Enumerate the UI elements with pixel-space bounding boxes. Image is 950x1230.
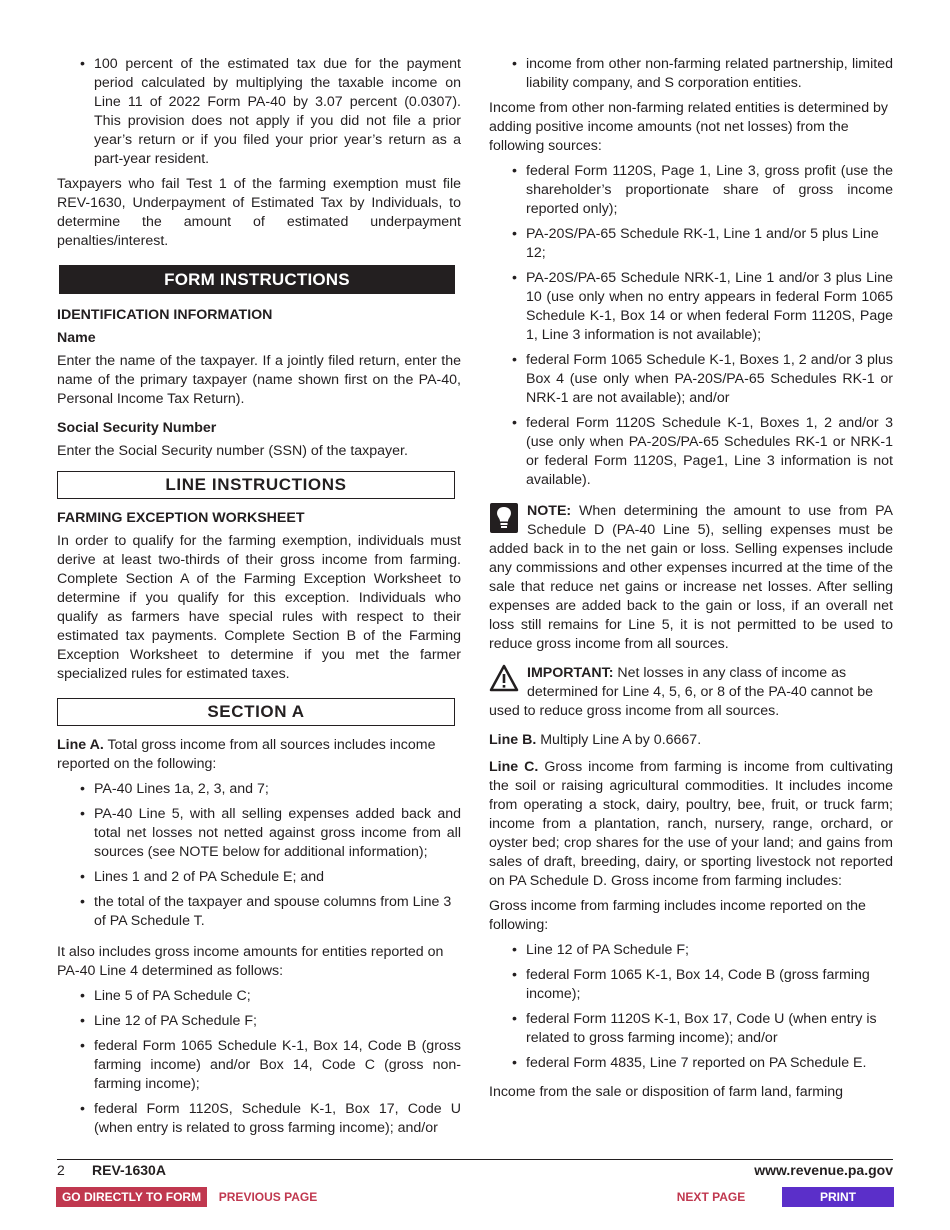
line-a-list	[57, 780, 461, 931]
farming-worksheet-text: In order to qualify for the farming exemption, individuals must derive at least two-thirds of their gross income from farming. Complete Section A of the Farming Exception Worksheet to determine if you qualify for this exception. Individuals who qualify as farmers have special rules with respect to their estimated tax payments. Complete Section B of the Farming Exception Worksheet to determine if you met the farmer specialized rules for estimated taxes.	[57, 533, 461, 682]
list-item: • Line 5 of PA Schedule C;	[57, 987, 461, 1006]
warning-icon	[489, 664, 523, 700]
next-page-button[interactable]: NEXT PAGE	[676, 1190, 746, 1204]
list-item: • Lines 1 and 2 of PA Schedule E; and	[57, 868, 461, 887]
previous-page-button[interactable]: PREVIOUS PAGE	[218, 1190, 318, 1204]
entities-list	[57, 987, 461, 1138]
list-item: • federal Form 1065 K-1, Box 14, Code B (gross farming income);	[489, 966, 893, 1004]
identification-heading: IDENTIFICATION INFORMATION	[57, 307, 273, 323]
list-item: • PA-40 Lines 1a, 2, 3, and 7;	[57, 780, 461, 799]
form-number: REV-1630A	[92, 1162, 166, 1178]
line-a-label: Line A.	[57, 737, 104, 753]
list-item: • PA-20S/PA-65 Schedule NRK-1, Line 1 and/or 3 plus Line 10 (use only when no entry appears in federal Form 1065 Schedule K-1, Box 14 or when federal Form 1120S, Page 1, Line 3 information is not available);	[489, 269, 893, 345]
important-paragraph	[489, 664, 893, 721]
list-item: • the total of the taxpayer and spouse columns from Line 3 of PA Schedule T.	[57, 893, 461, 931]
list-item: • income from other non-farming related partnership, limited liability company, and S corporation entities.	[489, 55, 893, 93]
list-item: • federal Form 1120S Schedule K-1, Boxes 1, 2 and/or 3 (use only when PA-20S/PA-65 Schedules RK-1 or NRK-1 or federal Form 1120S, Page1, Line 3 information is not available).	[489, 414, 893, 490]
ssn-heading: Social Security Number	[57, 420, 217, 436]
nonfarm-list	[489, 162, 893, 490]
list-item: • federal Form 1065 Schedule K-1, Boxes 1, 2 and/or 3 plus Box 4 (use only when PA-20S/PA-65 Schedules RK-1 or NRK-1 are not available); and/or	[489, 351, 893, 408]
go-to-form-button[interactable]: GO DIRECTLY TO FORM	[56, 1187, 207, 1207]
line-c-text: Gross income from farming is income from cultivating the soil or raising agricultural commodities. It includes income from operating a stock, dairy, poultry, bee, fruit, or truck farm; income from a plantation, ranch, nursery, range, orchard, or oyster bed; crop shares for the use of your land; and gains from sales of draft, breeding, dairy, or sporting livestock not reported on PA Schedule D. Gross income from farming includes:	[489, 759, 893, 889]
note-label: NOTE:	[527, 503, 572, 519]
line-a-paragraph	[57, 736, 461, 774]
list-item: • Line 12 of PA Schedule F;	[489, 941, 893, 960]
top-bullet-list	[489, 55, 893, 93]
list-item: • PA-40 Line 5, with all selling expenses added back and total net losses not netted against gross income from all sources (see NOTE below for additional information);	[57, 805, 461, 862]
form-instructions-heading: FORM INSTRUCTIONS	[59, 265, 455, 294]
section-a-heading: SECTION A	[57, 698, 455, 726]
line-b-paragraph	[489, 731, 893, 750]
list-item: • PA-20S/PA-65 Schedule RK-1, Line 1 and/or 5 plus Line 12;	[489, 225, 893, 263]
list-item: • federal Form 4835, Line 7 reported on PA Schedule E.	[489, 1054, 893, 1073]
top-bullet-list	[57, 55, 461, 169]
note-paragraph	[489, 502, 893, 654]
entities-paragraph: It also includes gross income amounts for entities reported on PA-40 Line 4 determined as follows:	[57, 944, 444, 979]
note-text: When determining the amount to use from PA Schedule D (PA-40 Line 5), selling expenses must be added back in to the net gain or loss. Selling expenses include any commissions and other expenses incurred at the time of the sale that reduce net gains or increase net losses. After selling expenses are added back to the gain or loss, if an overall net loss still remains for Line 5, it is not permitted to be used to reduce gross income from all sources.	[489, 503, 893, 652]
list-item: • Line 12 of PA Schedule F;	[57, 1012, 461, 1031]
left-column	[57, 55, 461, 1144]
line-b-label: Line B.	[489, 732, 537, 748]
nonfarm-paragraph: Income from other non-farming related entities is determined by adding positive income amounts (not net losses) from the following sources:	[489, 100, 889, 154]
page-number: 2	[57, 1162, 65, 1178]
list-item: • federal Form 1065 Schedule K-1, Box 14, Code B (gross farming income) and/or Box 14, Code C (gross non-farming income);	[57, 1037, 461, 1094]
important-label: IMPORTANT:	[527, 665, 614, 681]
line-b-text: Multiply Line A by 0.6667.	[536, 732, 702, 748]
website-link[interactable]: www.revenue.pa.gov	[754, 1162, 893, 1178]
page-footer	[57, 1159, 893, 1178]
print-button[interactable]: PRINT	[782, 1187, 894, 1207]
list-item: • federal Form 1120S, Schedule K-1, Box 17, Code U (when entry is related to gross farming income); and/or	[57, 1100, 461, 1138]
lightbulb-icon	[489, 502, 523, 538]
line-instructions-heading: LINE INSTRUCTIONS	[57, 471, 455, 499]
farm-list	[489, 941, 893, 1073]
test1-paragraph: Taxpayers who fail Test 1 of the farming exemption must file REV-1630, Underpayment of Estimated Tax by Individuals, to determine the amount of estimated underpayment penalties/interest.	[57, 176, 461, 249]
line-c-paragraph	[489, 758, 893, 891]
name-heading: Name	[57, 330, 96, 346]
list-item: • federal Form 1120S, Page 1, Line 3, gross profit (use the shareholder’s proportionate share of gross income reported only);	[489, 162, 893, 219]
line-a-text: Total gross income from all sources includes income reported on the following:	[57, 737, 436, 772]
last-paragraph: Income from the sale or disposition of farm land, farming	[489, 1084, 844, 1100]
line-c-label: Line C.	[489, 759, 539, 775]
right-column	[489, 55, 893, 1108]
ssn-text: Enter the Social Security number (SSN) of the taxpayer.	[57, 443, 408, 459]
important-text: Net losses in any class of income as determined for Line 4, 5, 6, or 8 of the PA-40 cannot be used to reduce gross income from all sources.	[489, 665, 873, 719]
list-item: • 100 percent of the estimated tax due for the payment period calculated by multiplying the taxable income on Line 11 of 2022 Form PA-40 by 3.07 percent (0.0307). This provision does not apply if you did not file a prior year’s return or if you filed your prior year’s return as a part-year resident.	[57, 55, 461, 169]
list-item: • federal Form 1120S K-1, Box 17, Code U (when entry is related to gross farming income); and/or	[489, 1010, 893, 1048]
farm-paragraph: Gross income from farming includes income reported on the following:	[489, 898, 866, 933]
farming-worksheet-heading: FARMING EXCEPTION WORKSHEET	[57, 510, 305, 526]
name-text: Enter the name of the taxpayer. If a jointly filed return, enter the name of the primary taxpayer (name shown first on the PA-40, Personal Income Tax Return).	[57, 353, 461, 407]
